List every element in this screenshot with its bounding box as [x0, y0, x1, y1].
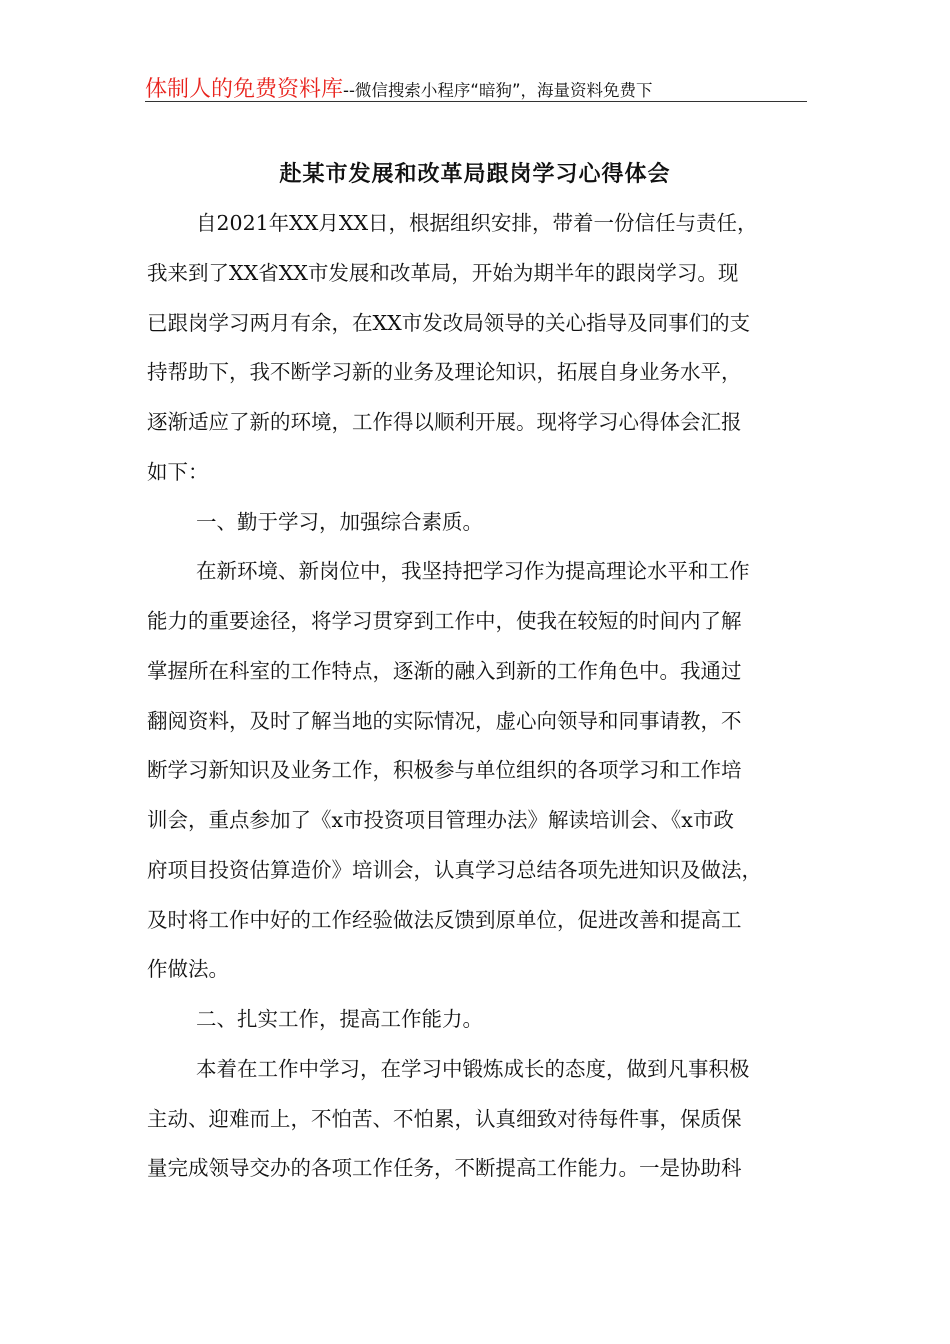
body-line: 翻阅资料，及时了解当地的实际情况，虚心向领导和同事请教，不 — [147, 708, 742, 733]
body-line: 作做法。 — [147, 957, 229, 982]
body-line: 断学习新知识及业务工作，积极参与单位组织的各项学习和工作培 — [147, 758, 742, 783]
body-line: 我来到了XX省XX市发展和改革局，开始为期半年的跟岗学习。现 — [147, 260, 739, 285]
body-line: 已跟岗学习两月有余，在XX市发改局领导的关心指导及同事们的支 — [147, 310, 751, 335]
body-line: 量完成领导交办的各项工作任务，不断提高工作能力。一是协助科 — [147, 1156, 742, 1181]
header-tagline: --微信搜索小程序“暗狗”，海量资料免费下 — [343, 81, 653, 100]
body-line: 训会，重点参加了《x市投资项目管理办法》解读培训会、《x市政 — [147, 808, 734, 832]
body-line: 持帮助下，我不断学习新的业务及理论知识，拓展自身业务水平， — [147, 360, 742, 385]
body-line: 逐渐适应了新的环境，工作得以顺利开展。现将学习心得体会汇报 — [147, 410, 742, 434]
document-body — [147, 199, 812, 1194]
body-line: 能力的重要途径，将学习贯穿到工作中，使我在较短的时间内了解 — [147, 609, 742, 633]
body-line: 在新环境、新岗位中，我坚持把学习作为提高理论水平和工作 — [196, 559, 750, 584]
header-divider — [145, 101, 807, 102]
header-brand: 体制人的免费资料库 — [145, 77, 344, 102]
body-line: 二、扎实工作，提高工作能力。 — [196, 1007, 483, 1031]
page-header — [145, 72, 805, 103]
body-line: 主动、迎难而上，不怕苦、不怕累，认真细致对待每件事，保质保 — [147, 1106, 742, 1131]
body-line: 一、勤于学习，加强综合素质。 — [196, 509, 483, 534]
document-title: 赴某市发展和改革局跟岗学习心得体会 — [279, 161, 671, 187]
body-line: 如下： — [147, 459, 209, 484]
body-line: 掌握所在科室的工作特点，逐渐的融入到新的工作角色中。我通过 — [147, 658, 742, 683]
body-line: 府项目投资估算造价》培训会，认真学习总结各项先进知识及做法， — [147, 857, 762, 882]
body-line: 及时将工作中好的工作经验做法反馈到原单位，促进改善和提高工 — [147, 907, 742, 932]
body-line: 本着在工作中学习，在学习中锻炼成长的态度，做到凡事积极 — [196, 1056, 750, 1081]
body-line: 自2021年XX月XX日，根据组织安排，带着一份信任与责任， — [196, 211, 758, 235]
